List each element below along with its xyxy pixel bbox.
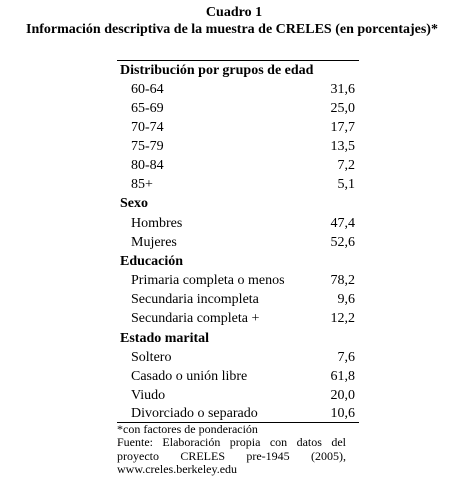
row-label: 80-84 xyxy=(131,158,164,173)
row-label: Primaria completa o menos xyxy=(131,273,285,288)
row-value: 52,6 xyxy=(330,235,355,250)
row-label: Casado o unión libre xyxy=(131,369,248,384)
source-note-line: Fuente: Elaboración propia con datos del xyxy=(117,435,346,449)
row-value: 10,6 xyxy=(330,406,355,421)
section-header-age xyxy=(117,61,359,80)
row-label: 85+ xyxy=(131,177,153,192)
section-label: Distribución por grupos de edad xyxy=(120,63,314,78)
row-value: 78,2 xyxy=(330,273,355,288)
table-row xyxy=(117,175,359,194)
row-value: 13,5 xyxy=(330,139,355,154)
row-label: Soltero xyxy=(131,350,172,365)
section-label: Educación xyxy=(120,254,184,269)
section-label: Sexo xyxy=(120,196,148,211)
section-label: Estado marital xyxy=(120,331,210,346)
row-label: 60-64 xyxy=(131,82,164,97)
table-row xyxy=(117,214,359,233)
section-header-marital xyxy=(117,329,359,348)
row-label: 70-74 xyxy=(131,120,164,135)
row-value: 61,8 xyxy=(330,369,355,384)
row-label: Hombres xyxy=(131,216,183,231)
table-row xyxy=(117,80,359,99)
row-value: 12,2 xyxy=(330,311,355,326)
row-value: 5,1 xyxy=(337,177,355,192)
row-value: 7,2 xyxy=(337,158,355,173)
table-row xyxy=(117,137,359,156)
table-row xyxy=(117,271,359,290)
table-row xyxy=(117,118,359,137)
row-value: 20,0 xyxy=(330,388,355,403)
table-row xyxy=(117,404,359,423)
row-label: 65-69 xyxy=(131,101,164,116)
table-row xyxy=(117,348,359,367)
row-value: 25,0 xyxy=(330,101,355,116)
source-url: www.creles.berkeley.edu xyxy=(117,462,238,476)
row-label: Secundaria incompleta xyxy=(131,292,259,307)
row-value: 7,6 xyxy=(337,350,355,365)
table-title: Información descriptiva de la muestra de CRELES (en porcentajes)* xyxy=(26,22,438,37)
row-value: 17,7 xyxy=(330,120,355,135)
row-label: Divorciado o separado xyxy=(131,406,258,421)
row-value: 47,4 xyxy=(330,216,355,231)
row-label: 75-79 xyxy=(131,139,164,154)
table-row xyxy=(117,367,359,386)
row-value: 31,6 xyxy=(330,82,355,97)
weighting-footnote: *con factores de ponderación xyxy=(117,422,258,436)
table-row xyxy=(117,233,359,252)
section-header-education xyxy=(117,252,359,271)
table-row xyxy=(117,156,359,175)
row-label: Secundaria completa + xyxy=(131,311,260,326)
row-label: Mujeres xyxy=(131,235,177,250)
section-header-sex xyxy=(117,194,359,213)
table-row xyxy=(117,386,359,405)
table-row xyxy=(117,309,359,328)
row-value: 9,6 xyxy=(337,292,355,307)
source-note-line: proyecto CRELES pre-1945 (2005), xyxy=(117,449,346,463)
table-row xyxy=(117,99,359,118)
table-row xyxy=(117,290,359,309)
table-number: Cuadro 1 xyxy=(205,5,263,20)
row-label: Viudo xyxy=(131,388,166,403)
